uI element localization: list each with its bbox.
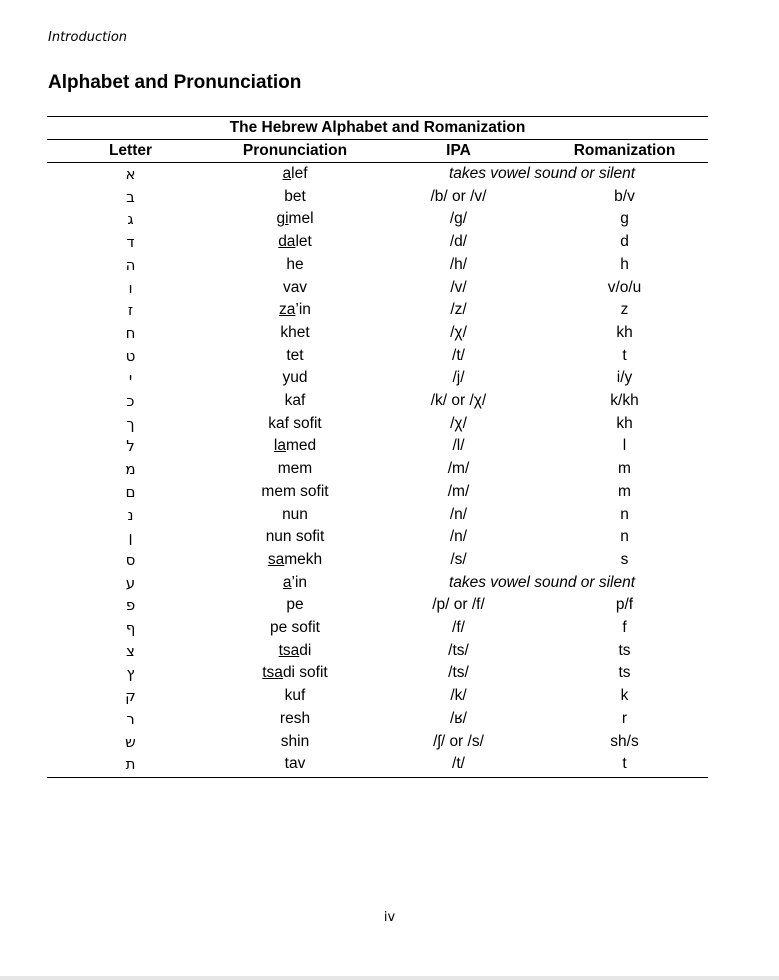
pronunciation-cell: [214, 231, 376, 254]
ipa-cell: /t/: [376, 753, 541, 777]
romanization-cell: s: [620, 550, 629, 568]
table-row: [47, 640, 708, 663]
romanization-cell: n: [620, 528, 629, 546]
letter-cell: מ: [125, 460, 136, 479]
pronunciation-text: kuf: [284, 687, 306, 705]
letter-cell: ר: [126, 709, 135, 728]
table-row: [47, 708, 708, 731]
romanization-cell: ts: [618, 641, 631, 659]
pronunciation-cell: [214, 708, 376, 731]
ipa-cell: /p/ or /f/: [432, 596, 485, 614]
romanization-cell: f: [622, 619, 627, 637]
ipa-cell: /χ/: [450, 323, 467, 341]
pronunciation-cell: [214, 662, 376, 685]
ipa-cell: /t/: [452, 346, 465, 364]
pronunciation-cell: [214, 504, 376, 527]
table-header-row: [47, 140, 708, 163]
pronunciation-text: tet: [286, 346, 304, 364]
letter-cell: ג: [127, 210, 134, 229]
letter-cell: ק: [125, 687, 136, 706]
pronunciation-cell: [214, 208, 376, 231]
romanization-cell: kh: [616, 323, 633, 341]
ipa-cell: /k/ or /χ/: [430, 392, 487, 410]
pronunciation-text: ’in: [295, 301, 311, 319]
pronunciation-cell: [214, 254, 376, 277]
ipa-cell: /f/: [452, 619, 465, 637]
table-row: [47, 617, 708, 640]
letter-cell: צ: [126, 641, 135, 660]
letter-cell: ה: [125, 255, 136, 274]
table-row: [47, 526, 708, 549]
column-header-romanization: Romanization: [541, 140, 708, 163]
pronunciation-text: he: [286, 255, 304, 273]
romanization-cell: k: [620, 687, 629, 705]
ipa-cell: /k/: [450, 687, 467, 705]
pronunciation-text: tav: [284, 755, 306, 773]
letter-cell: ד: [126, 233, 135, 252]
pronunciation-text: yud: [282, 369, 308, 387]
table-row: [47, 594, 708, 617]
pronunciation-cell: [214, 186, 376, 209]
table-row: [47, 367, 708, 390]
table-row: [47, 685, 708, 708]
letter-cell: ך: [126, 414, 135, 433]
ipa-cell: /h/: [449, 255, 468, 273]
romanization-cell: p/f: [615, 596, 634, 614]
pronunciation-text: nun sofit: [265, 528, 325, 546]
ipa-cell: /m/: [447, 482, 470, 500]
table-row: [47, 345, 708, 368]
letter-cell: ש: [125, 732, 136, 751]
table-row: [47, 572, 708, 595]
pronunciation-cell: [214, 594, 376, 617]
pronunciation-cell: [214, 731, 376, 754]
letter-cell: ח: [125, 323, 136, 342]
table-row: [47, 208, 708, 231]
pronunciation-text: resh: [279, 709, 311, 727]
pronunciation-cell: [214, 617, 376, 640]
pronunciation-text: vav: [282, 278, 308, 296]
vowel-note-cell: takes vowel sound or silent: [448, 165, 636, 182]
vowel-note-cell: takes vowel sound or silent: [448, 573, 636, 591]
stressed-syllable: a: [282, 573, 292, 591]
ipa-cell: /ʁ/: [449, 709, 467, 727]
pronunciation-text: di: [299, 641, 312, 659]
pronunciation-cell: [214, 299, 376, 322]
ipa-cell: /s/: [450, 550, 467, 568]
page-title: Alphabet and Pronunciation: [48, 72, 302, 93]
letter-cell: ף: [125, 619, 136, 638]
pronunciation-text: kaf: [284, 392, 306, 410]
ipa-cell: /g/: [449, 210, 468, 228]
letter-cell: ן: [128, 528, 133, 547]
romanization-cell: t: [622, 346, 627, 364]
table-row: [47, 504, 708, 527]
pronunciation-cell: [214, 367, 376, 390]
table-row: [47, 231, 708, 254]
pronunciation-text: di sofit: [282, 664, 328, 682]
ipa-cell: /χ/: [450, 414, 467, 432]
pronunciation-cell: [214, 413, 376, 436]
romanization-cell: m: [618, 460, 631, 478]
pronunciation-text: kaf sofit: [268, 414, 322, 432]
letter-cell: ץ: [126, 664, 135, 683]
letter-cell: ו: [128, 278, 133, 297]
ipa-cell: /ts/: [448, 641, 469, 659]
romanization-cell: m: [618, 482, 631, 500]
romanization-cell: t: [541, 753, 708, 777]
ipa-cell: /l/: [452, 437, 465, 455]
romanization-cell: ts: [618, 664, 631, 682]
pronunciation-cell: [214, 163, 376, 186]
pronunciation-text: pe sofit: [270, 619, 320, 637]
stressed-syllable: tsa: [262, 664, 283, 682]
table-row: [47, 435, 708, 458]
pronunciation-text: let: [295, 233, 312, 251]
romanization-cell: d: [620, 233, 629, 251]
pronunciation-text: ’in: [291, 573, 308, 591]
pronunciation-cell: [214, 753, 376, 777]
ipa-cell: /n/: [449, 528, 468, 546]
ipa-cell: /n/: [449, 505, 468, 523]
pronunciation-text: mem sofit: [261, 482, 329, 500]
table-row: [47, 277, 708, 300]
table-body: [47, 163, 708, 778]
ipa-cell: /v/: [450, 278, 467, 296]
ipa-cell: /m/: [447, 460, 470, 478]
pronunciation-cell: [214, 345, 376, 368]
page-bottom-edge: [0, 976, 779, 980]
letter-cell: א: [125, 165, 136, 183]
pronunciation-text: mem: [277, 460, 313, 478]
table-caption-row: [47, 117, 708, 140]
pronunciation-text: lef: [291, 165, 308, 182]
alphabet-table-container: [47, 116, 708, 778]
letter-cell: ז: [127, 301, 134, 320]
pronunciation-text: pe: [286, 596, 304, 614]
letter-cell: ם: [125, 482, 136, 501]
romanization-cell: kh: [616, 414, 633, 432]
letter-cell: כ: [126, 392, 135, 411]
romanization-cell: i/y: [616, 369, 633, 387]
pronunciation-text: mekh: [284, 550, 323, 568]
column-header-pronunciation: Pronunciation: [214, 140, 376, 163]
ipa-cell: /b/ or /v/: [430, 187, 487, 205]
table-row: [47, 481, 708, 504]
ipa-cell: /z/: [450, 301, 467, 319]
romanization-cell: l: [622, 437, 627, 455]
pronunciation-cell: [214, 526, 376, 549]
romanization-cell: sh/s: [610, 732, 639, 750]
pronunciation-text: nun: [282, 505, 308, 523]
pronunciation-cell: [214, 322, 376, 345]
romanization-cell: r: [621, 709, 628, 727]
table-row: [47, 254, 708, 277]
ipa-cell: /d/: [449, 233, 468, 251]
table-row: [47, 163, 708, 186]
table-row: [47, 299, 708, 322]
alphabet-table: [47, 116, 708, 778]
romanization-cell: z: [620, 301, 629, 319]
letter-cell: ע: [125, 573, 136, 592]
romanization-cell: v/o/u: [607, 278, 642, 296]
letter-cell: י: [128, 369, 133, 388]
romanization-cell: h: [620, 255, 629, 273]
pronunciation-cell: [214, 572, 376, 595]
stressed-syllable: tsa: [278, 641, 300, 659]
pronunciation-text: bet: [284, 187, 306, 205]
table-row: [47, 322, 708, 345]
romanization-cell: n: [620, 505, 629, 523]
pronunciation-cell: [214, 549, 376, 572]
stressed-syllable: za: [279, 301, 296, 319]
letter-cell: ס: [125, 550, 136, 569]
romanization-cell: k/kh: [610, 392, 639, 410]
stressed-syllable: la: [273, 437, 286, 455]
pronunciation-text: shin: [280, 732, 310, 750]
ipa-cell: /ts/: [448, 664, 469, 682]
stressed-syllable: sa: [267, 550, 285, 568]
page-number: iv: [383, 910, 396, 925]
letter-cell: ב: [126, 187, 135, 206]
table-row: [47, 390, 708, 413]
ipa-cell: /ʃ/ or /s/: [433, 732, 484, 750]
romanization-cell: b/v: [614, 187, 635, 205]
romanization-cell: g: [620, 210, 629, 228]
table-row: [47, 413, 708, 436]
pronunciation-cell: [214, 458, 376, 481]
pronunciation-cell: [214, 640, 376, 663]
table-row: [47, 458, 708, 481]
pronunciation-text: khet: [280, 323, 310, 341]
pronunciation-cell: [214, 435, 376, 458]
letter-cell: פ: [125, 596, 136, 615]
table-row: [47, 549, 708, 572]
stressed-syllable: gi: [276, 210, 289, 228]
letter-cell: נ: [127, 505, 134, 524]
pronunciation-cell: [214, 277, 376, 300]
letter-cell: ל: [126, 437, 135, 456]
pronunciation-cell: [214, 390, 376, 413]
table-row: [47, 662, 708, 685]
pronunciation-cell: [214, 481, 376, 504]
pronunciation-cell: [214, 685, 376, 708]
stressed-syllable: da: [278, 233, 296, 251]
letter-cell: ת: [47, 753, 214, 777]
table-caption: The Hebrew Alphabet and Romanization: [47, 117, 708, 140]
pronunciation-text: mel: [288, 210, 314, 228]
pronunciation-text: med: [285, 437, 317, 455]
stressed-syllable: a: [282, 165, 292, 182]
table-row: [47, 731, 708, 754]
table-row: [47, 753, 708, 777]
column-header-letter: Letter: [47, 140, 214, 163]
column-header-ipa: IPA: [376, 140, 541, 163]
table-row: [47, 186, 708, 209]
running-head: Introduction: [48, 30, 128, 45]
letter-cell: ט: [125, 346, 136, 365]
ipa-cell: /j/: [452, 369, 465, 387]
